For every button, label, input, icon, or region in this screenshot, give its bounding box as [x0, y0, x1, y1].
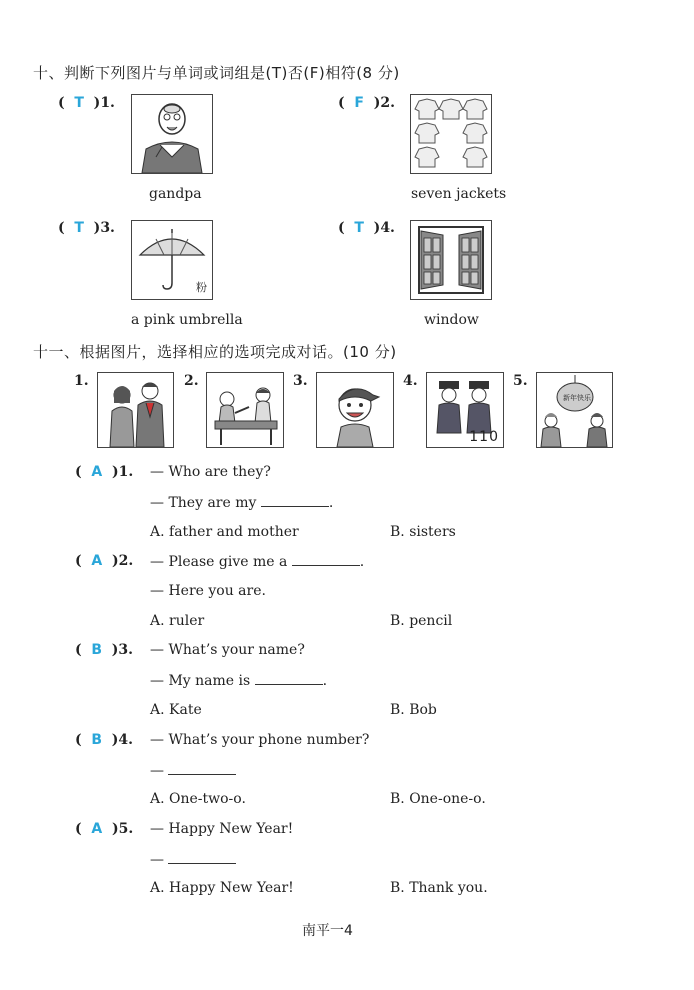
q5-answer-slot: ( A )5. [75, 821, 134, 837]
q4-blank[interactable] [168, 762, 236, 775]
q4-option-b: B. One-one-o. [390, 791, 486, 807]
q3-blank[interactable] [255, 672, 323, 685]
q1-question: — Who are they? [150, 464, 271, 480]
q3-response-end: . [322, 673, 328, 689]
q1-response [150, 494, 333, 511]
q5-blank[interactable] [168, 851, 236, 864]
umbrella-label: 粉 [196, 281, 207, 294]
q5-number: 5. [118, 821, 134, 837]
window-icon [410, 220, 492, 300]
q5-option-b: B. Thank you. [390, 880, 488, 896]
q4-answer: B [91, 732, 103, 748]
q4-answer-slot: ( B )4. [75, 732, 134, 748]
q3-option-b: B. Bob [390, 702, 437, 718]
q3-answer-slot: ( B )3. [75, 642, 134, 658]
answer-3: T [74, 220, 84, 236]
q2-question [150, 553, 364, 570]
new-year-icon [536, 372, 613, 448]
picture-number-1: 1. [74, 373, 89, 389]
q5-option-a: A. Happy New Year! [150, 880, 294, 896]
caption-1: gandpa [149, 186, 202, 202]
q2-response: — Here you are. [150, 583, 266, 599]
police-number-label: 110 [469, 429, 499, 445]
item-number-2: 2. [380, 95, 395, 111]
item-number-3: 3. [100, 220, 115, 236]
picture-number-3: 3. [293, 373, 308, 389]
item-number-4: 4. [380, 220, 395, 236]
q5-response-dash: — [150, 852, 164, 868]
page-footer: 南平一4 [302, 923, 353, 939]
q3-response [150, 672, 327, 689]
q2-blank[interactable] [292, 553, 360, 566]
parents-icon [97, 372, 174, 448]
police-icon [426, 372, 504, 448]
answer-slot-4: ( T )4. [338, 220, 395, 236]
caption-4: window [424, 312, 479, 328]
q4-response-dash: — [150, 763, 164, 779]
q2-option-a: A. ruler [150, 613, 205, 629]
boy-icon [316, 372, 394, 448]
answer-slot-3: ( T )3. [58, 220, 115, 236]
section-11-title: 十一、根据图片，选择相应的选项完成对话。(10 分) [33, 343, 397, 361]
q3-answer: B [91, 642, 103, 658]
q4-response [150, 762, 236, 779]
section-10-title: 十、判断下列图片与单词或词组是(T)否(F)相符(8 分) [33, 64, 400, 82]
q1-answer-slot: ( A )1. [75, 464, 134, 480]
q3-option-a: A. Kate [150, 702, 202, 718]
q5-response [150, 851, 236, 868]
q4-option-a: A. One-two-o. [150, 791, 246, 807]
picture-number-5: 5. [513, 373, 528, 389]
q2-option-b: B. pencil [390, 613, 453, 629]
item-number-1: 1. [100, 95, 115, 111]
caption-2: seven jackets [411, 186, 507, 202]
answer-1: T [74, 95, 84, 111]
new-year-lantern-text: 新年快乐 [563, 394, 591, 402]
q1-option-a: A. father and mother [150, 524, 299, 540]
answer-slot-2: ( F )2. [338, 95, 395, 111]
answer-slot-1: ( T )1. [58, 95, 115, 111]
q2-question-text: — Please give me a [150, 554, 288, 570]
q2-answer-slot: ( A )2. [75, 553, 134, 569]
picture-number-2: 2. [184, 373, 199, 389]
q4-number: 4. [118, 732, 134, 748]
answer-4: T [354, 220, 364, 236]
q1-answer: A [91, 464, 103, 480]
classroom-icon [206, 372, 284, 448]
q2-number: 2. [118, 553, 134, 569]
umbrella-icon [131, 220, 213, 300]
q3-number: 3. [118, 642, 134, 658]
q2-answer: A [91, 553, 103, 569]
q3-response-text: — My name is [150, 673, 251, 689]
picture-number-4: 4. [403, 373, 418, 389]
q2-question-end: . [359, 554, 365, 570]
q1-blank[interactable] [261, 494, 329, 507]
jackets-icon [410, 94, 492, 174]
q4-question: — What’s your phone number? [150, 732, 370, 748]
q5-answer: A [91, 821, 103, 837]
q5-question: — Happy New Year! [150, 821, 294, 837]
q1-response-text: — They are my [150, 495, 257, 511]
caption-3: a pink umbrella [131, 312, 243, 328]
q3-question: — What’s your name? [150, 642, 305, 658]
grandpa-icon [131, 94, 213, 174]
q1-response-end: . [328, 495, 334, 511]
q1-number: 1. [118, 464, 134, 480]
q1-option-b: B. sisters [390, 524, 456, 540]
answer-2: F [354, 95, 364, 111]
